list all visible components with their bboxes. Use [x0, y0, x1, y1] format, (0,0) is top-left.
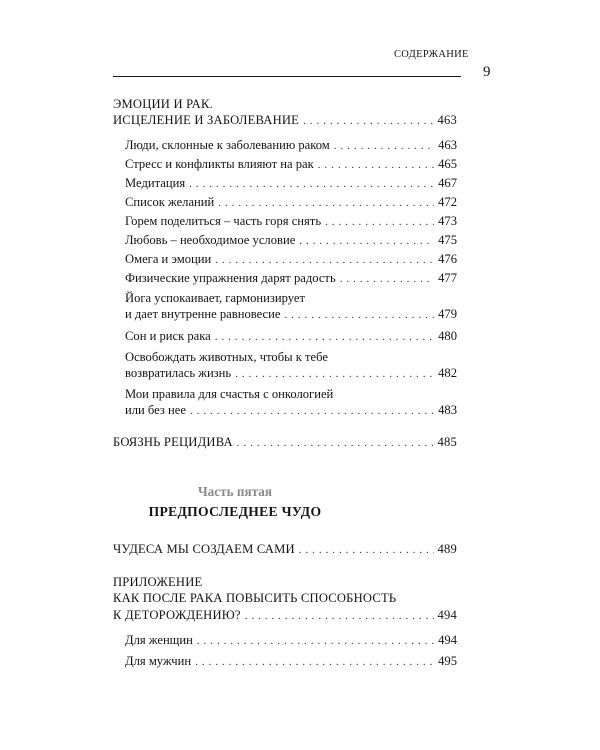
toc-entry-page: 494 [437, 608, 457, 622]
toc-entry-title: БОЯЗНЬ РЕЦИДИВА [113, 435, 233, 449]
leader-dots [235, 365, 434, 382]
toc-entry-page: 473 [438, 214, 457, 228]
leader-dots [334, 137, 434, 154]
toc-entry-page: 485 [437, 435, 457, 449]
toc-entry-page: 465 [438, 157, 457, 171]
toc-entry-page: 494 [438, 633, 457, 647]
toc-entry[interactable] [125, 632, 457, 649]
toc-entry-title: Омега и эмоции [125, 252, 212, 266]
leader-dots [299, 232, 434, 249]
toc-entry-page: 482 [438, 366, 457, 380]
toc-entry-title: и дает внутренне равновесие [125, 307, 281, 321]
toc-section-line: КАК ПОСЛЕ РАКА ПОВЫСИТЬ СПОСОБНОСТЬ [113, 591, 397, 605]
toc-entry-line: Мои правила для счастья с онкологией [125, 387, 334, 401]
toc-entry-page: 475 [438, 233, 457, 247]
toc-entry-title: Для женщин [125, 633, 193, 647]
toc-entry-title: ЧУДЕСА МЫ СОЗДАЕМ САМИ [113, 542, 295, 556]
toc-section-entry[interactable] [113, 112, 457, 129]
toc-entry-title: Сон и риск рака [125, 329, 211, 343]
toc-entry[interactable] [125, 306, 457, 323]
leader-dots [195, 653, 434, 670]
toc-section-line: ПРИЛОЖЕНИЕ [113, 575, 203, 589]
toc-entry[interactable] [125, 232, 457, 249]
toc-entry[interactable] [125, 175, 457, 192]
toc-entry-page: 476 [438, 252, 457, 266]
leader-dots [237, 434, 434, 451]
toc-entry-title: Медитация [125, 176, 186, 190]
toc-entry[interactable] [125, 156, 457, 173]
toc-entry-title: ИСЦЕЛЕНИЕ И ЗАБОЛЕВАНИЕ [113, 113, 300, 127]
toc-entry[interactable] [125, 402, 457, 419]
leader-dots [284, 306, 434, 323]
toc-entry-page: 489 [437, 542, 457, 556]
leader-dots [197, 632, 434, 649]
leader-dots [215, 251, 434, 268]
toc-entry[interactable] [125, 365, 457, 382]
leader-dots [189, 175, 434, 192]
toc-entry-page: 463 [437, 113, 457, 127]
page-number: 9 [483, 64, 491, 80]
leader-dots [215, 328, 434, 345]
leader-dots [245, 607, 434, 624]
toc-entry-page: 483 [438, 403, 457, 417]
toc-entry-title: К ДЕТОРОЖДЕНИЮ? [113, 608, 241, 622]
leader-dots [318, 156, 434, 173]
toc-entry-line: Йога успокаивает, гармонизирует [125, 291, 305, 305]
toc-entry-title: Список желаний [125, 195, 215, 209]
toc-entry[interactable] [125, 653, 457, 670]
leader-dots [218, 194, 434, 211]
toc-entry[interactable] [125, 270, 457, 287]
toc-entry[interactable] [125, 328, 457, 345]
toc-entry-title: Люди, склонные к заболеванию раком [125, 138, 330, 152]
toc-section-entry[interactable] [113, 434, 457, 451]
toc-entry[interactable] [125, 251, 457, 268]
toc-entry-page: 463 [438, 138, 457, 152]
toc-section-line: ЭМОЦИИ И РАК. [113, 97, 213, 111]
toc-entry-page: 467 [438, 176, 457, 190]
toc-entry-title: Физические упражнения дарят радость [125, 271, 336, 285]
toc-entry-page: 480 [438, 329, 457, 343]
toc-section-entry[interactable] [113, 541, 457, 558]
toc-entry-page: 495 [438, 654, 457, 668]
toc-entry-title: возвратилась жизнь [125, 366, 232, 380]
leader-dots [303, 112, 433, 129]
toc-entry-page: 472 [438, 195, 457, 209]
toc-entry-page: 479 [438, 307, 457, 321]
leader-dots [299, 541, 434, 558]
part-title: ПРЕДПОСЛЕДНЕЕ ЧУДО [148, 504, 322, 519]
toc-section-entry[interactable] [113, 607, 457, 624]
toc-entry[interactable] [125, 213, 457, 230]
part-label: Часть пятая [198, 484, 272, 499]
header-rule [113, 76, 461, 77]
leader-dots [325, 213, 434, 230]
toc-entry-title: Любовь – необходимое условие [125, 233, 296, 247]
toc-entry-title: Стресс и конфликты влияют на рак [125, 157, 314, 171]
toc-entry-page: 477 [438, 271, 457, 285]
leader-dots [190, 402, 434, 419]
toc-entry-title: или без нее [125, 403, 186, 417]
toc-entry-title: Для мужчин [125, 654, 192, 668]
toc-entry-title: Горем поделиться – часть горя снять [125, 214, 322, 228]
toc-entry-line: Освобождать животных, чтобы к тебе [125, 350, 328, 364]
toc-entry[interactable] [125, 137, 457, 154]
leader-dots [340, 270, 434, 287]
toc-entry[interactable] [125, 194, 457, 211]
running-head: СОДЕРЖАНИЕ [394, 49, 469, 60]
